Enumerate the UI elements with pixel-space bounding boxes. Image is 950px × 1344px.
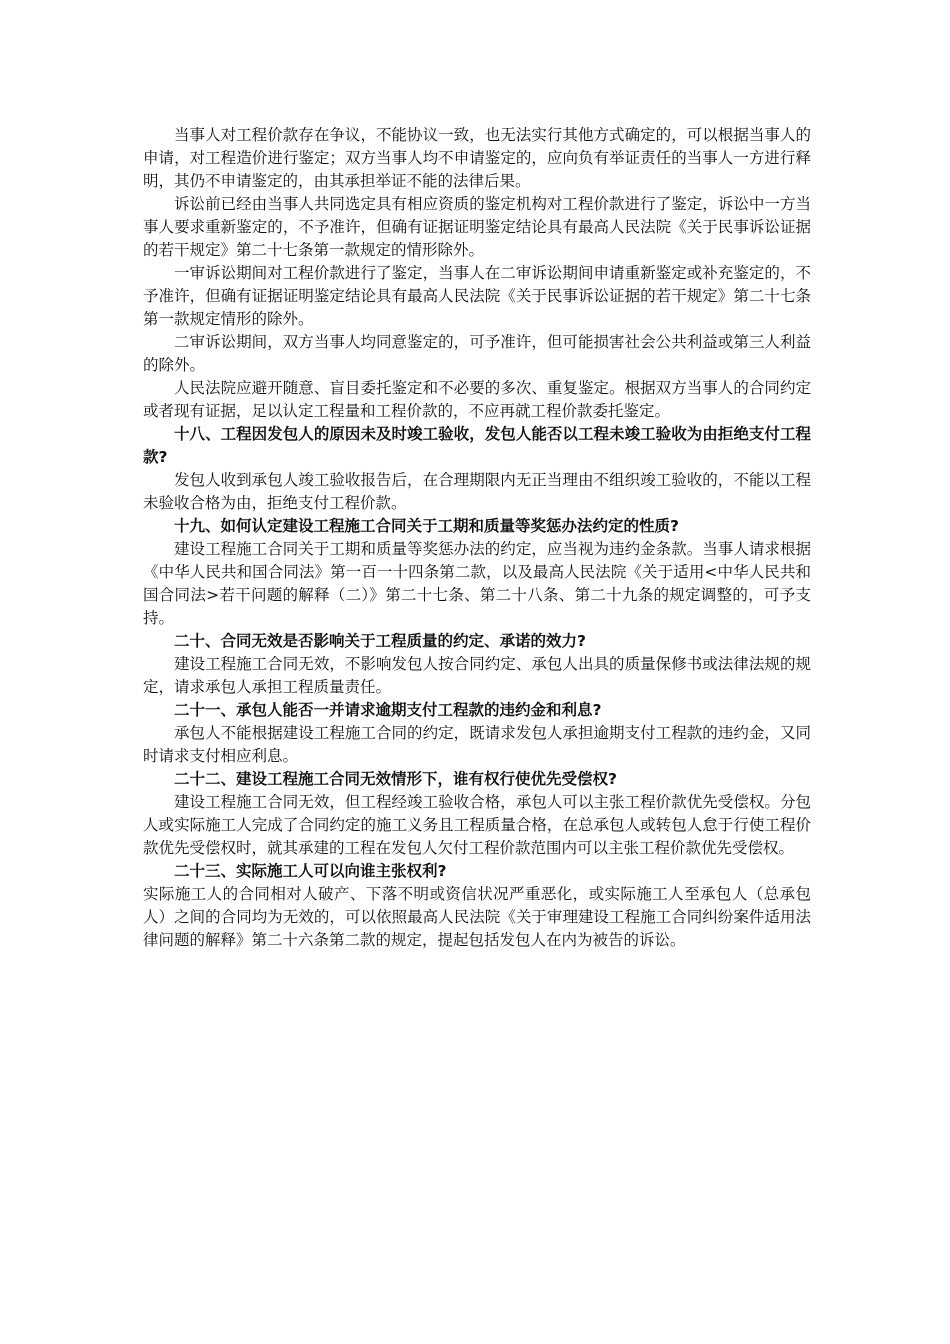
- heading-section-22: 二十二、建设工程施工合同无效情形下，谁有权行使优先受偿权?: [174, 770, 617, 788]
- paragraph-avoid-repeated-appraisal: 人民法院应避开随意、盲目委托鉴定和不必要的多次、重复鉴定。根据双方当事人的合同约定或者现有证据，足以认定工程量和工程价款的，不应再就工程价款委托鉴定。: [143, 379, 811, 420]
- document-body: [143, 124, 811, 952]
- paragraph-section-22: 建设工程施工合同无效，但工程经竣工验收合格，承包人可以主张工程价款优先受偿权。分包人或实际施工人完成了合同约定的施工义务且工程质量合格，在总承包人或转包人怠于行使工程价款优先受偿权时，就其承建的工程在发包人欠付工程价款范围内可以主张工程价款优先受偿权。: [143, 793, 811, 857]
- paragraph-second-instance-appraisal: 二审诉讼期间，双方当事人均同意鉴定的，可予准许，但可能损害社会公共利益或第三人利益的除外。: [143, 333, 811, 374]
- heading-section-23: 二十三、实际施工人可以向谁主张权利?: [174, 862, 447, 880]
- heading-section-18: 十八、工程因发包人的原因未及时竣工验收，发包人能否以工程未竣工验收为由拒绝支付工程款?: [143, 425, 811, 466]
- paragraph-pre-litigation-appraisal: 诉讼前已经由当事人共同选定具有相应资质的鉴定机构对工程价款进行了鉴定，诉讼中一方当事人要求重新鉴定的，不予准许，但确有证据证明鉴定结论具有最高人民法院《关于民事诉讼证据的若干规定》第二十七条第一款规定的情形除外。: [143, 195, 811, 259]
- heading-section-21: 二十一、承包人能否一并请求逾期支付工程款的违约金和利息?: [174, 701, 602, 719]
- paragraph-section-18: 发包人收到承包人竣工验收报告后，在合理期限内无正当理由不组织竣工验收的，不能以工程未验收合格为由，拒绝支付工程价款。: [143, 471, 811, 512]
- heading-section-19: 十九、如何认定建设工程施工合同关于工期和质量等奖惩办法约定的性质?: [174, 517, 679, 535]
- heading-section-20: 二十、合同无效是否影响关于工程质量的约定、承诺的效力?: [174, 632, 586, 650]
- paragraph-first-instance-appraisal: 一审诉讼期间对工程价款进行了鉴定，当事人在二审诉讼期间申请重新鉴定或补充鉴定的，不予准许，但确有证据证明鉴定结论具有最高人民法院《关于民事诉讼证据的若干规定》第二十七条第一款规定情形的除外。: [143, 264, 811, 328]
- paragraph-section-21: 承包人不能根据建设工程施工合同的约定，既请求发包人承担逾期支付工程款的违约金，又同时请求支付相应利息。: [143, 724, 811, 765]
- paragraph-appraisal-dispute: 当事人对工程价款存在争议，不能协议一致，也无法实行其他方式确定的，可以根据当事人的申请，对工程造价进行鉴定；双方当事人均不申请鉴定的，应向负有举证责任的当事人一方进行释明，其仍不申请鉴定的，由其承担举证不能的法律后果。: [143, 126, 811, 190]
- paragraph-section-20: 建设工程施工合同无效，不影响发包人按合同约定、承包人出具的质量保修书或法律法规的规定，请求承包人承担工程质量责任。: [143, 655, 811, 696]
- paragraph-section-23: 实际施工人的合同相对人破产、下落不明或资信状况严重恶化，或实际施工人至承包人（总承包人）之间的合同均为无效的，可以依照最高人民法院《关于审理建设工程施工合同纠纷案件适用法律问题的解释》第二十六条第二款的规定，提起包括发包人在内为被告的诉讼。: [143, 885, 811, 949]
- paragraph-section-19: 建设工程施工合同关于工期和质量等奖惩办法的约定，应当视为违约金条款。当事人请求根据《中华人民共和国合同法》第一百一十四条第二款，以及最高人民法院《关于适用<中华人民共和国合同法>若干问题的解释（二）》第二十七条、第二十八条、第二十九条的规定调整的，可予支持。: [143, 540, 811, 627]
